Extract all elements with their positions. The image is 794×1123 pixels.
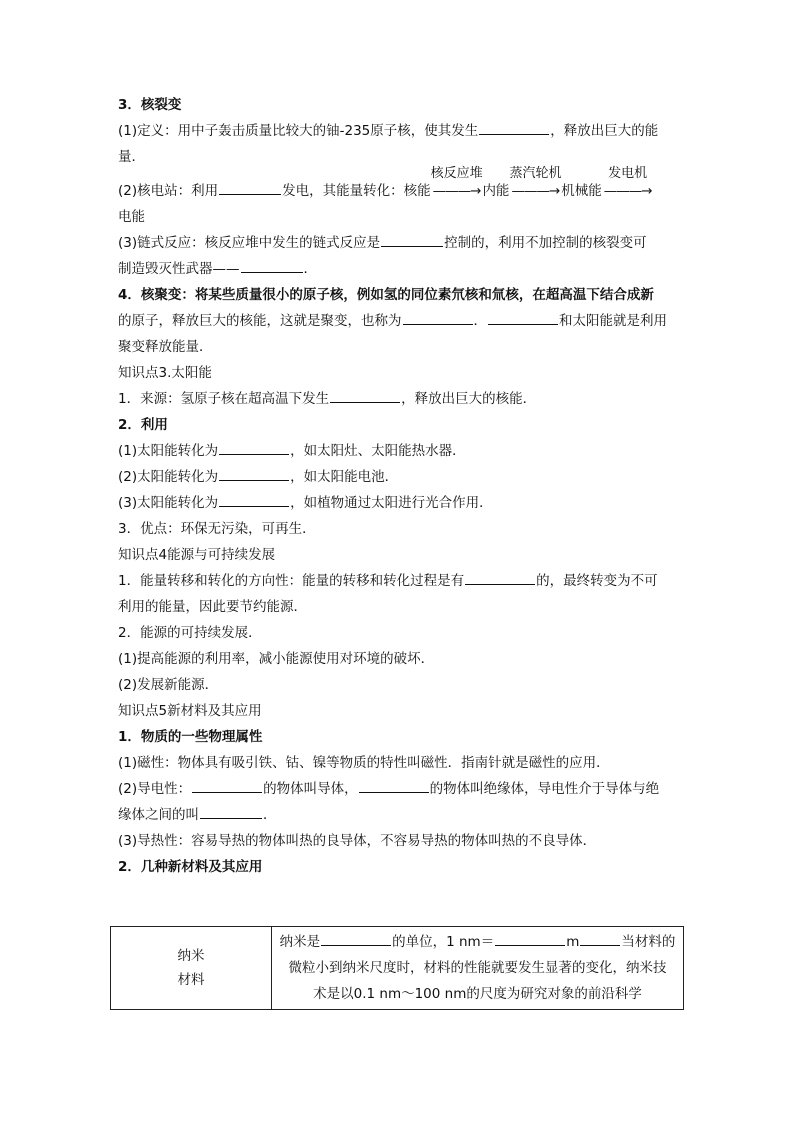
table-row [111,927,684,1010]
answer-blank[interactable] [200,804,262,819]
properties-heading: 1．物质的一些物理属性 [118,729,263,745]
nano-desc-line-2: 微粒小到纳米尺度时，材料的性能就要发生显著的变化，纳米技 [288,960,667,976]
solar-use-1: (1)太阳能转化为 ，如太阳灶、太阳能热水器． [118,438,678,464]
fission-definition: (1)定义：用中子轰击质量比较大的铀-235原子核，使其发生 ，释放出巨大的能 [118,118,678,144]
right-arrow-icon: ———→ [511,183,560,199]
document-body [118,92,678,880]
solar-use-2: (2)太阳能转化为 ，如太阳能电池． [118,464,678,490]
fusion-line-2: 的原子，释放巨大的核能，这就是聚变，也称为 ． 和太阳能就是利用 [118,308,678,334]
conductivity-cont: 缘体之间的叫 ． [118,802,678,828]
new-materials-table [110,926,684,1010]
solar-source: 1．来源：氢原子核在超高温下发生 ，释放出巨大的核能． [118,386,678,412]
arrow-generator: 发电机 ———→ [603,166,652,199]
answer-blank[interactable] [479,120,549,135]
solar-advantage: 3．优点：环保无污染，可再生． [118,521,316,537]
right-arrow-icon: ———→ [432,183,481,199]
answer-blank[interactable] [381,232,443,247]
nano-desc-cell [272,927,684,1010]
solar-use-3: (3)太阳能转化为 ，如植物通过太阳进行光合作用． [118,490,678,516]
sustain-heading: 知识点4能源与可持续发展 [118,547,276,563]
answer-blank[interactable] [219,466,289,481]
fission-definition-cont: 量． [118,149,145,165]
answer-blank[interactable] [488,310,558,325]
answer-blank[interactable] [330,388,400,403]
answer-blank[interactable] [219,492,289,507]
answer-blank[interactable] [219,180,281,195]
nuclear-plant-cont: 电能 [118,209,145,225]
chain-reaction: (3)链式反应：核反应堆中发生的链式反应是 控制的，利用不加控制的核裂变可 [118,230,678,256]
solar-heading: 知识点3.太阳能 [118,365,212,381]
arrow-turbine: 蒸汽轮机 ———→ [509,166,562,199]
thermal-conductivity: (3)导热性：容易导热的物体叫热的良导体，不容易导热的物体叫热的不良导体． [118,833,597,849]
sustainable-dev-2: (2)发展新能源． [118,677,219,693]
answer-blank[interactable] [359,778,429,793]
new-materials-heading: 2．几种新材料及其应用 [118,859,263,875]
arrow-reactor: 核反应堆 ———→ [430,166,483,199]
sustainable-dev: 2．能源的可持续发展． [118,625,262,641]
answer-blank[interactable] [219,440,289,455]
fusion-line-3: 聚变释放能量． [118,339,213,355]
materials-heading: 知识点5新材料及其应用 [118,703,262,719]
nano-label-cell: 纳米 材料 [111,927,272,1010]
answer-blank[interactable] [580,931,620,946]
conductivity: (2)导电性： 的物体叫导体， 的物体叫绝缘体，导电性介于导体与绝 [118,776,678,802]
chain-reaction-cont: 制造毁灭性武器—— ． [118,256,678,282]
nano-desc-line-3: 术是以0.1 nm～100 nm的尺度为研究对象的前沿科学 [313,986,642,1002]
answer-blank[interactable] [495,931,565,946]
energy-direction-cont: 利用的能量，因此要节约能源． [118,599,307,615]
solar-use-heading: 2．利用 [118,417,168,433]
answer-blank[interactable] [321,931,391,946]
answer-blank[interactable] [241,258,303,273]
nano-desc-line-1: 纳米是 的单位，1 nm＝ m 当材料的 [278,929,677,955]
right-arrow-icon: ———→ [603,183,652,199]
answer-blank[interactable] [465,570,535,585]
nuclear-plant-line: (2)核电站：利用 发电，其能量转化：核能 核反应堆 ———→ 内能 蒸汽轮机 ———→ 机械能 发电机 ———→ [118,178,678,204]
magnetism: (1)磁性：物体具有吸引铁、钴、镍等物质的特性叫磁性．指南针就是磁性的应用． [118,755,610,771]
answer-blank[interactable] [403,310,473,325]
answer-blank[interactable] [192,778,262,793]
fusion-line-1: 4．核聚变：将某些质量很小的原子核，例如氢的同位素氘核和氚核，在超高温下结合成新 [118,287,654,303]
fission-heading: 3．核裂变 [118,97,182,113]
energy-direction: 1．能量转移和转化的方向性：能量的转移和转化过程是有 的，最终转变为不可 [118,568,678,594]
sustainable-dev-1: (1)提高能源的利用率，减小能源使用对环境的破坏． [118,651,435,667]
